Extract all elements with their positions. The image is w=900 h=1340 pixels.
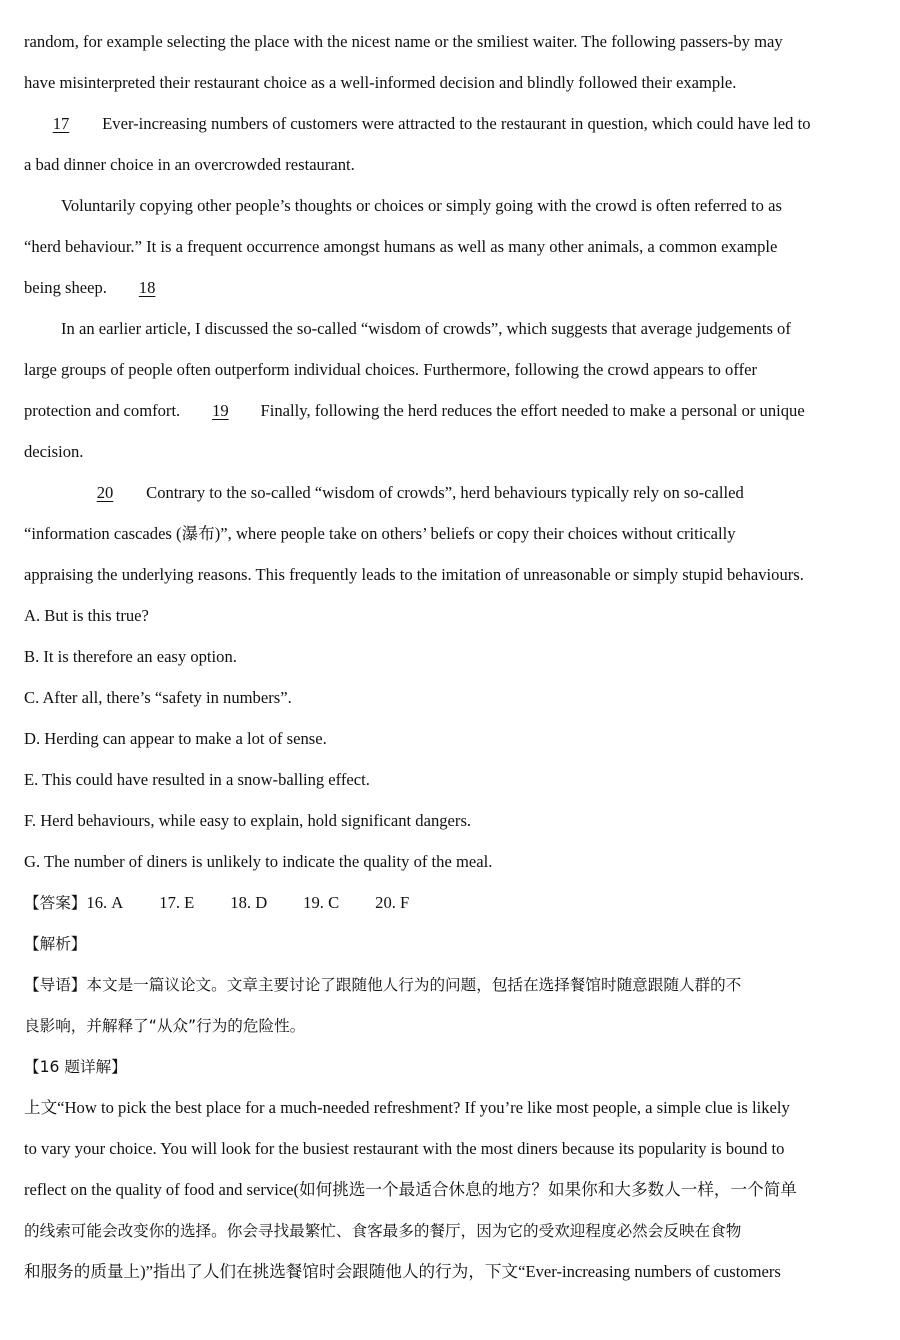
guide-text: 本文是一篇议论文。文章主要讨论了跟随他人行为的问题，包括在选择餐馆时随意跟随人群的不 — [86, 976, 742, 994]
paragraph-line: have misinterpreted their restaurant choice as a well-informed decision and blindly followed their example. — [24, 73, 737, 92]
option-d: D. Herding can appear to make a lot of sense. — [24, 729, 327, 748]
guide-line-1 — [24, 973, 741, 997]
answer-20: 20. F — [375, 893, 410, 912]
answer-18: 18. D — [230, 893, 268, 912]
blank-18-prefix: being sheep. — [24, 278, 112, 297]
detail-16-label: 【16 题详解】 — [24, 1058, 127, 1076]
blank-18-line — [24, 276, 183, 300]
paragraph-line: “herd behaviour.” It is a frequent occurrence amongst humans as well as many other animals, a common example — [24, 237, 778, 256]
answer-17: 17. E — [159, 893, 195, 912]
blank-19-line — [24, 399, 805, 423]
detail-line: reflect on the quality of food and service(如何挑选一个最适合休息的地方？如果你和大多数人一样，一个简单 — [24, 1180, 797, 1199]
paragraph-line: Voluntarily copying other people’s thoughts or choices or simply going with the crowd is often referred to as — [61, 196, 782, 215]
blank-20: 20 — [96, 483, 114, 502]
detail-line: to vary your choice. You will look for the busiest restaurant with the most diners because its popularity is bound to — [24, 1139, 785, 1158]
paragraph-line: large groups of people often outperform individual choices. Furthermore, following the crowd appears to offer — [24, 360, 757, 379]
option-a: A. But is this true? — [24, 606, 149, 625]
guide-label: 【导语】 — [24, 976, 87, 994]
blank-18: 18 — [138, 278, 156, 297]
paragraph-line: “information cascades (瀑布)”, where people take on others’ beliefs or copy their choices without critically — [24, 524, 736, 543]
guide-line-2: 良影响，并解释了“从众”行为的危险性。 — [24, 1017, 306, 1035]
paragraph-line: a bad dinner choice in an overcrowded restaurant. — [24, 155, 355, 174]
blank-19-prefix: protection and comfort. — [24, 401, 185, 420]
detail-line: 的线索可能会改变你的选择。你会寻找最繁忙、食客最多的餐厅，因为它的受欢迎程度必然会反映在食物 — [24, 1222, 742, 1240]
option-e: E. This could have resulted in a snow-balling effect. — [24, 770, 370, 789]
option-g: G. The number of diners is unlikely to indicate the quality of the meal. — [24, 852, 493, 871]
answer-16: 16. A — [86, 893, 124, 912]
blank-17-text: Ever-increasing numbers of customers were attracted to the restaurant in question, which could have led to — [98, 114, 811, 133]
blank-19-suffix: Finally, following the herd reduces the effort needed to make a personal or unique — [256, 401, 805, 420]
option-c: C. After all, there’s “safety in numbers”. — [24, 688, 292, 707]
blank-20-line — [68, 481, 744, 505]
answer-label: 【答案】 — [24, 894, 87, 912]
blank-19: 19 — [212, 401, 229, 420]
option-f: F. Herd behaviours, while easy to explain, hold significant dangers. — [24, 811, 472, 830]
option-b: B. It is therefore an easy option. — [24, 647, 237, 666]
paragraph-line: appraising the underlying reasons. This frequently leads to the imitation of unreasonable or simply stupid behaviours. — [24, 565, 804, 584]
paragraph-line: random, for example selecting the place with the nicest name or the smiliest waiter. The following passers-by may — [24, 32, 783, 51]
answer-line — [24, 891, 409, 915]
blank-20-suffix: Contrary to the so-called “wisdom of crowds”, herd behaviours typically rely on so-called — [142, 483, 744, 502]
detail-line: 和服务的质量上)”指出了人们在挑选餐馆时会跟随他人的行为，下文“Ever-increasing numbers of customers — [24, 1262, 781, 1281]
detail-line: 上文“How to pick the best place for a much-needed refreshment? If you’re like most people, a simple clue is likely — [24, 1098, 790, 1117]
blank-17: 17 — [52, 114, 70, 133]
paragraph-line: In an earlier article, I discussed the so-called “wisdom of crowds”, which suggests that average judgements of — [61, 319, 791, 338]
blank-17-line — [24, 112, 811, 136]
paragraph-line: decision. — [24, 442, 84, 461]
analysis-label: 【解析】 — [24, 935, 87, 953]
answer-19: 19. C — [303, 893, 340, 912]
